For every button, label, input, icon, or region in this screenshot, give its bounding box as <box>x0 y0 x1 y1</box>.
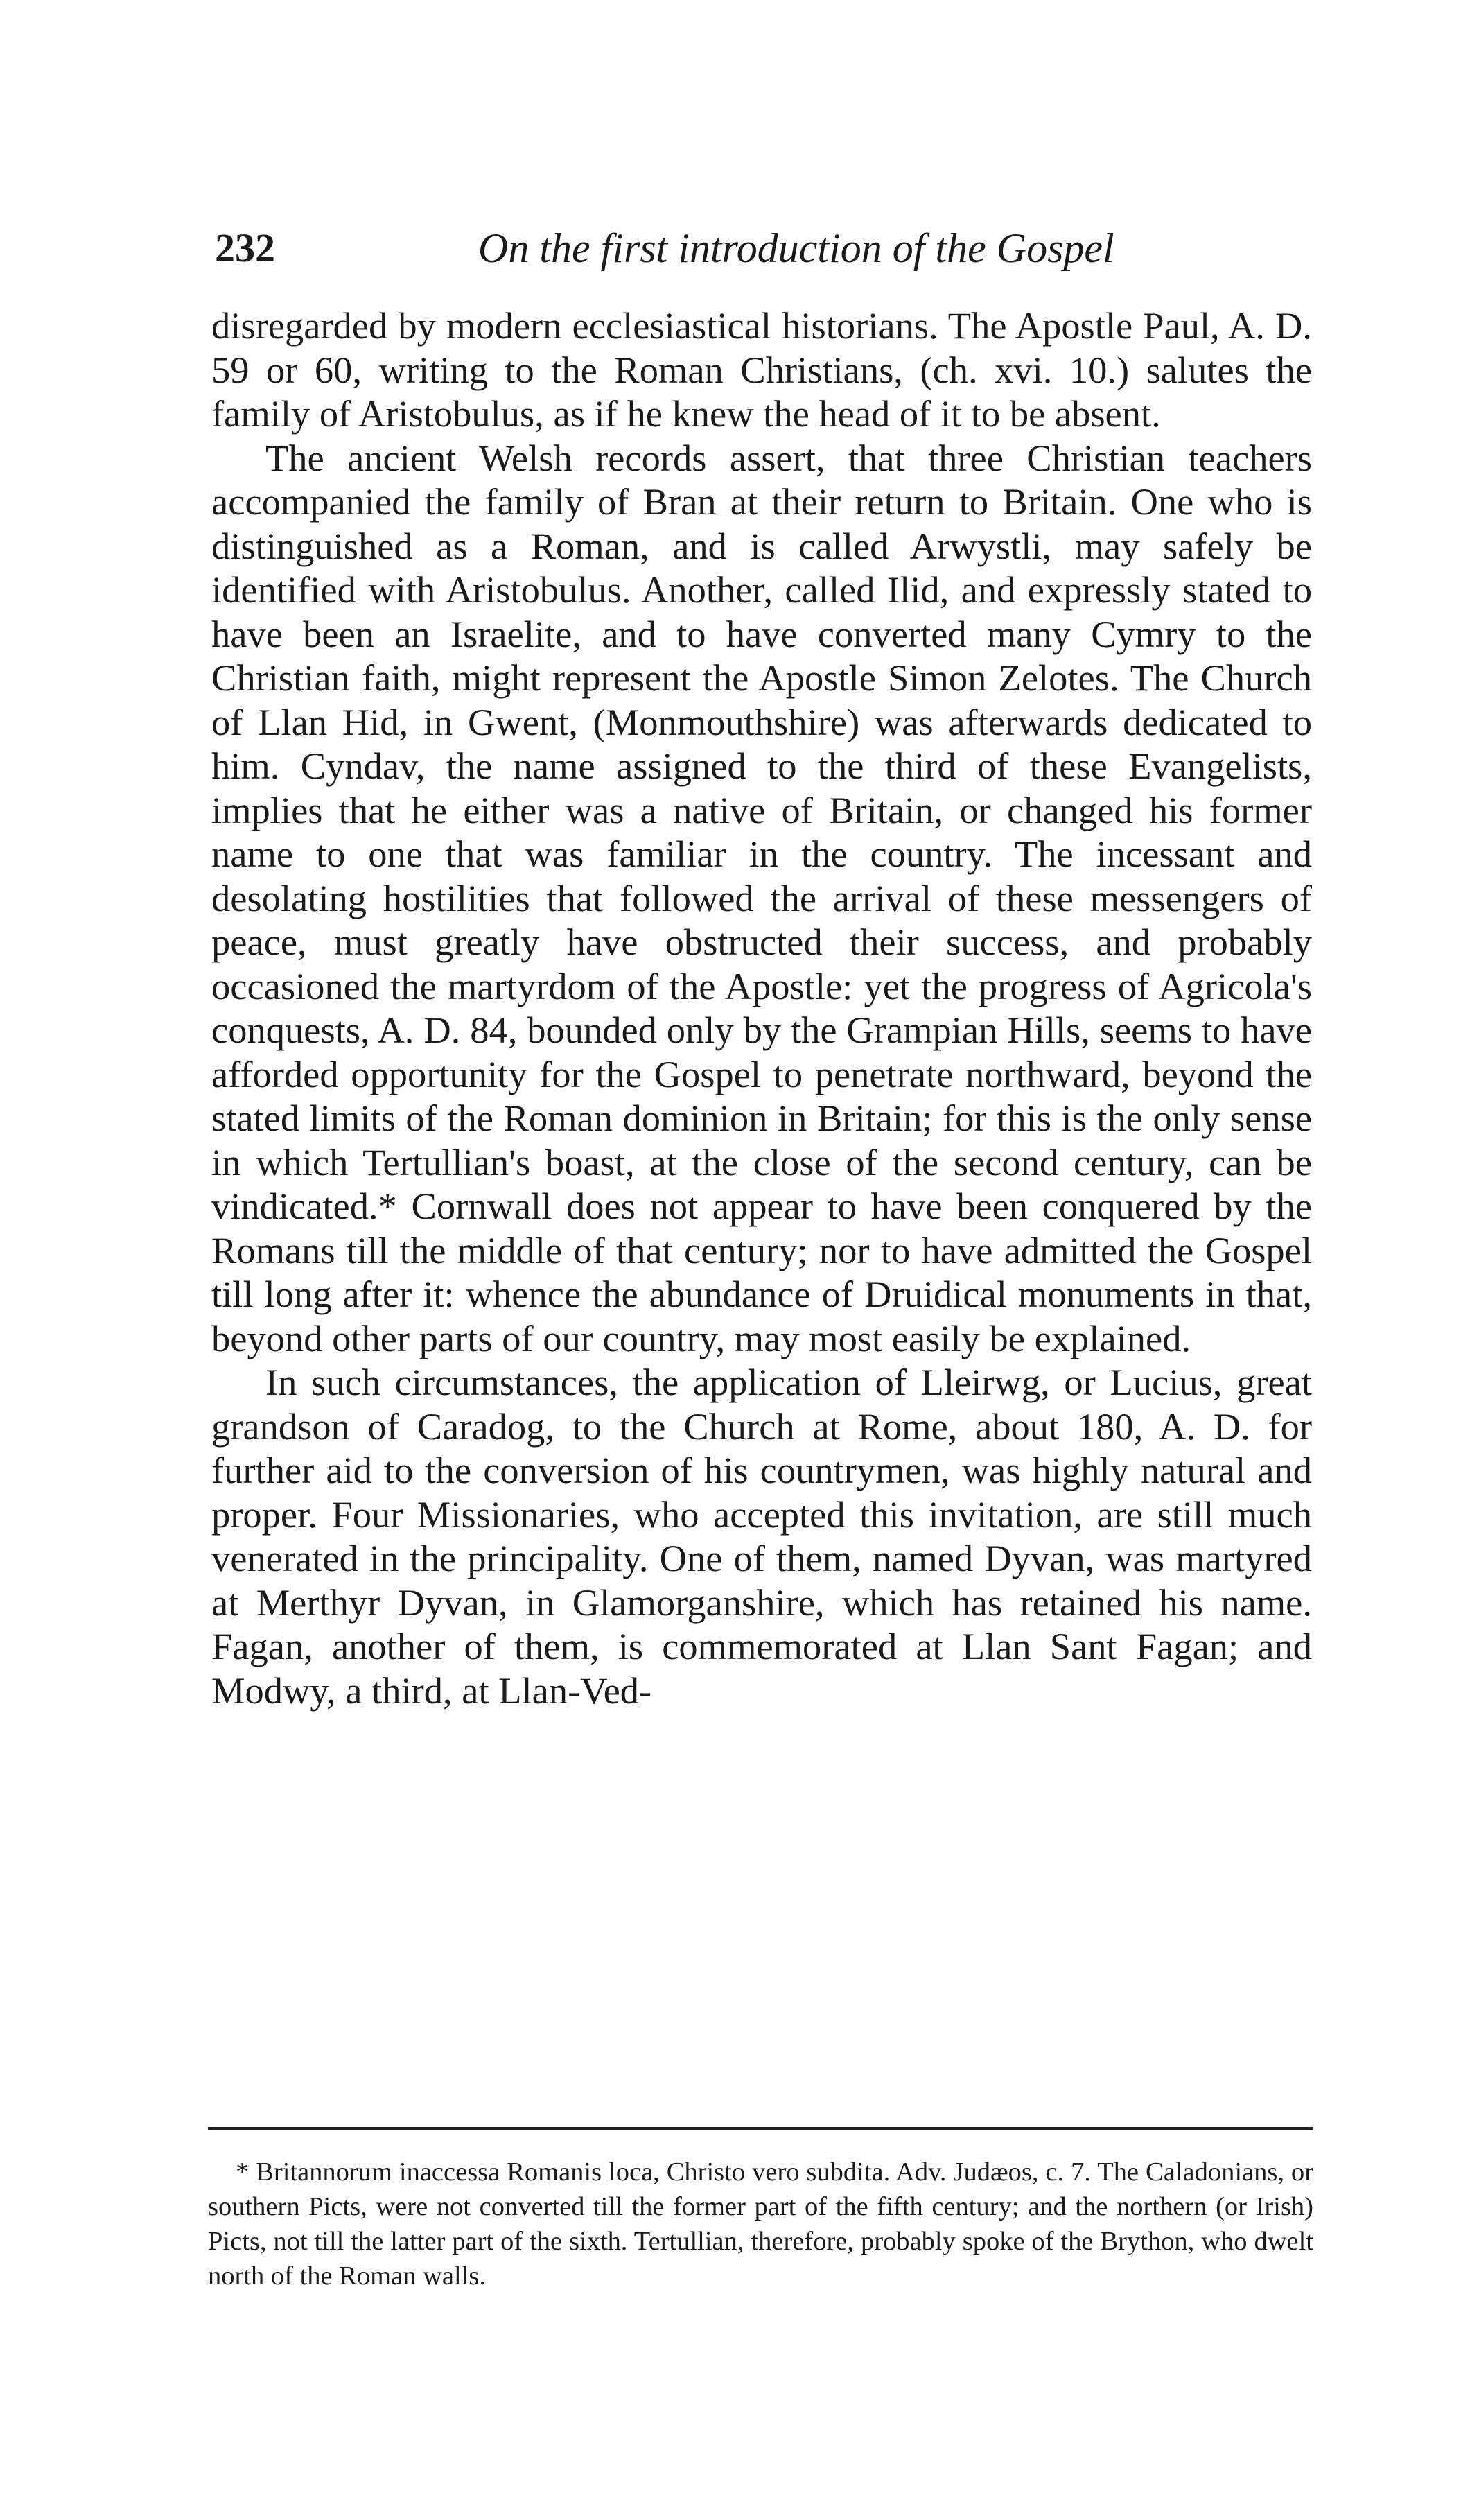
footnote-divider <box>208 2127 1313 2130</box>
page-header <box>215 220 1310 276</box>
footnote <box>208 2155 1313 2293</box>
running-title: On the first introduction of the Gospel <box>478 225 1114 271</box>
page-number: 232 <box>215 225 275 270</box>
paragraph-3: In such circumstances, the application of Lleirwg, or Lucius, great grandson of Caradog, to the Church at Rome, about 180, A. D. for further aid to the conversion of his countrymen, was highly natural and proper. Four Missionaries, who accepted this invitation, are still much venerated in the principality. One of them, named Dyvan, was martyred at Merthyr Dyvan, in Glamorganshire, which has retained his name. Fagan, another of them, is commemorated at Llan Sant Fagan; and Modwy, a third, at Llan-Ved- <box>211 1361 1312 1712</box>
paragraph-2: The ancient Welsh records assert, that three Christian teachers accompanied the family of Bran at their return to Britain. One who is distinguished as a Roman, and is called Arwystli, may safely be identified with Aristobulus. Another, called Ilid, and expressly stated to have been an Israelite, and to have converted many Cymry to the Christian faith, might represent the Apostle Simon Zelotes. The Church of Llan Hid, in Gwent, (Monmouthshire) was afterwards dedicated to him. Cyndav, the name assigned to the third of these Evangelists, implies that he either was a native of Britain, or changed his former name to one that was familiar in the country. The incessant and desolating hostilities that followed the arrival of these messengers of peace, must greatly have obstructed their success, and probably occasioned the martyrdom of the Apostle: yet the progress of Agricola's conquests, A. D. 84, bounded only by the Grampian Hills, seems to have afforded opportunity for the Gospel to penetrate northward, beyond the stated limits of the Roman dominion in Britain; for this is the only sense in which Tertullian's boast, at the close of the second century, can be vindicated.* Cornwall does not appear to have been conquered by the Romans till the middle of that century; nor to have admitted the Gospel till long after it: whence the abundance of Druidical monuments in that, beyond other parts of our country, may most easily be explained. <box>211 436 1312 1359</box>
footnote-text: * Britannorum inaccessa Romanis loca, Christo vero subdita. Adv. Judæos, c. 7. The Caladonians, or southern Picts, were not converted till the former part of the fifth century; and the northern (or Irish) Picts, not till the latter part of the sixth. Tertullian, therefore, probably spoke of the Brython, who dwelt north of the Roman walls. <box>208 2157 1313 2291</box>
paragraph-1: disregarded by modern ecclesiastical historians. The Apostle Paul, A. D. 59 or 60, writing to the Roman Christians, (ch. xvi. 10.) salutes the family of Aristobulus, as if he knew the head of it to be absent. <box>211 304 1312 435</box>
body-text <box>211 304 1312 1712</box>
